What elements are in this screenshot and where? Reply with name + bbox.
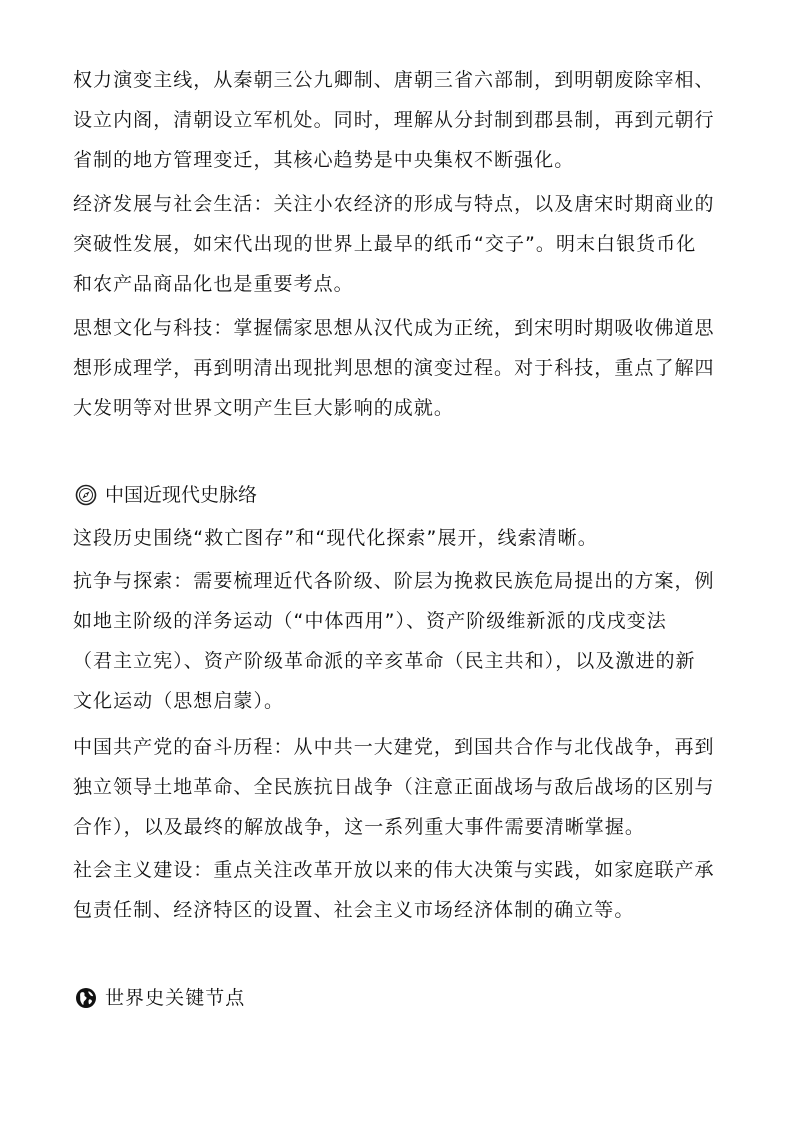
paragraph-line: 设立内阁，清朝设立军机处。同时，理解从分封制到郡县制，再到元朝行 <box>73 109 715 131</box>
compass-icon <box>75 484 97 506</box>
section-heading-text: 世界史关键节点 <box>105 987 246 1009</box>
paragraph-line: 权力演变主线，从秦朝三公九卿制、唐朝三省六部制，到明朝废除宰相、 <box>73 69 715 91</box>
paragraph-line: 想形成理学，再到明清出现批判思想的演变过程。对于科技，重点了解四 <box>73 357 715 379</box>
paragraph-line: 社会主义建设：重点关注改革开放以来的伟大决策与实践，如家庭联产承 <box>73 859 715 881</box>
paragraph-line: 突破性发展，如宋代出现的世界上最早的纸币“交子”。明末白银货币化 <box>73 233 697 255</box>
paragraph-line: 这段历史围绕“救亡图存”和“现代化探索”展开，线索清晰。 <box>73 527 598 549</box>
paragraph-line: 和农产品商品化也是重要考点。 <box>73 273 354 295</box>
paragraph-line: 包责任制、经济特区的设置、社会主义市场经济体制的确立等。 <box>73 899 635 921</box>
paragraph-line: 省制的地方管理变迁，其核心趋势是中央集权不断强化。 <box>73 149 575 171</box>
paragraph-line: 大发明等对世界文明产生巨大影响的成就。 <box>73 397 454 419</box>
paragraph-line: 经济发展与社会生活：关注小农经济的形成与特点，以及唐宋时期商业的 <box>73 193 715 215</box>
paragraph-line: 中国共产党的奋斗历程：从中共一大建党，到国共合作与北伐战争，再到 <box>73 736 715 758</box>
paragraph-line: 独立领导土地革命、全民族抗日战争（注意正面战场与敌后战场的区别与 <box>73 776 715 798</box>
paragraph-line: 如地主阶级的洋务运动（“中体西用”）、资产阶级维新派的戊戌变法 <box>73 610 667 632</box>
section-heading-world-history <box>75 984 245 1012</box>
paragraph-line: （君主立宪）、资产阶级革命派的辛亥革命（民主共和），以及激进的新 <box>73 650 696 672</box>
paragraph-line: 抗争与探索：需要梳理近代各阶级、阶层为挽救民族危局提出的方案，例 <box>73 570 715 592</box>
paragraph-line: 思想文化与科技：掌握儒家思想从汉代成为正统，到宋明时期吸收佛道思 <box>73 317 715 339</box>
paragraph-line: 合作），以及最终的解放战争，这一系列重大事件需要清晰掌握。 <box>73 816 645 838</box>
globe-icon <box>75 987 97 1009</box>
section-heading-text: 中国近现代史脉络 <box>105 484 258 506</box>
section-heading-modern-history <box>75 481 257 509</box>
paragraph-line: 文化运动（思想启蒙）。 <box>73 690 285 712</box>
